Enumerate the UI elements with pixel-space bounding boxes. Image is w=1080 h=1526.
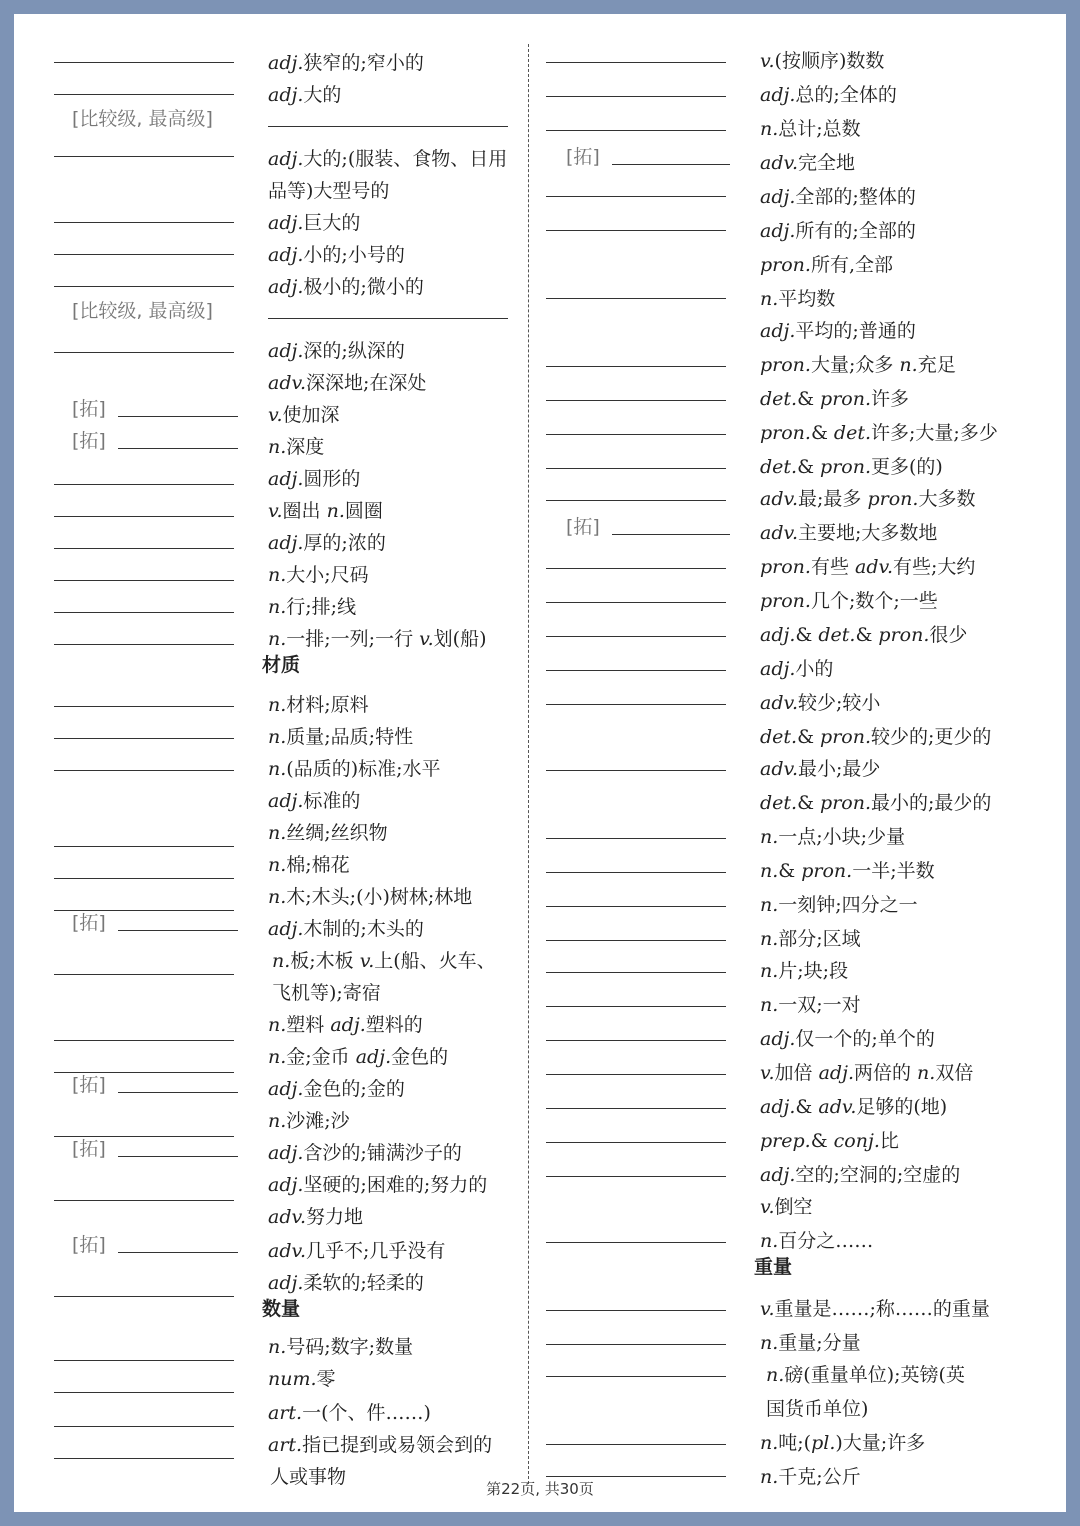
right-entry: adj.所有的;全部的 xyxy=(760,220,916,242)
left-entry: n.(品质的)标准;水平 xyxy=(268,758,441,780)
right-entry: n.平均数 xyxy=(760,288,836,310)
answer-blank[interactable] xyxy=(546,1108,726,1109)
answer-blank[interactable] xyxy=(54,1426,234,1427)
right-entry: pron.几个;数个;一些 xyxy=(760,590,938,612)
answer-blank[interactable] xyxy=(546,1040,726,1041)
compare-tag: [比较级, 最高级] xyxy=(72,300,213,322)
extend-tag: [拓] xyxy=(72,398,106,420)
section-blank[interactable] xyxy=(268,318,508,319)
extend-blank[interactable] xyxy=(118,930,238,931)
left-entry: adj.坚硬的;困难的;努力的 xyxy=(268,1174,488,1196)
left-entry: adj.极小的;微小的 xyxy=(268,276,424,298)
right-entry: 国货币单位) xyxy=(766,1398,869,1420)
left-entry: n.板;木板 v.上(船、火车、 xyxy=(272,950,496,972)
extend-tag: [拓] xyxy=(566,146,600,168)
answer-blank[interactable] xyxy=(54,706,234,707)
left-entry: adv.几乎不;几乎没有 xyxy=(268,1240,446,1262)
left-entry: adj.标准的 xyxy=(268,790,361,812)
right-entry: n.百分之…… xyxy=(760,1230,874,1252)
answer-blank[interactable] xyxy=(546,636,726,637)
answer-blank[interactable] xyxy=(54,484,234,485)
right-entry: n.重量;分量 xyxy=(760,1332,861,1354)
left-entry: n.塑料 adj.塑料的 xyxy=(268,1014,423,1036)
right-entry: pron.所有,全部 xyxy=(760,254,894,276)
answer-blank[interactable] xyxy=(546,704,726,705)
answer-blank[interactable] xyxy=(546,872,726,873)
extend-blank[interactable] xyxy=(612,164,730,165)
answer-blank[interactable] xyxy=(546,972,726,973)
right-entry: adv.主要地;大多数地 xyxy=(760,522,938,544)
answer-blank[interactable] xyxy=(546,400,726,401)
right-entry: adv.完全地 xyxy=(760,152,856,174)
right-entry: v.重量是……;称……的重量 xyxy=(760,1298,990,1320)
right-entry: det.& pron.最小的;最少的 xyxy=(760,792,992,814)
answer-blank[interactable] xyxy=(546,1476,726,1477)
answer-blank[interactable] xyxy=(54,1392,234,1393)
right-entry: adj.空的;空洞的;空虚的 xyxy=(760,1164,961,1186)
extend-blank[interactable] xyxy=(118,448,238,449)
left-entry: adj.柔软的;轻柔的 xyxy=(268,1272,424,1294)
right-entry: det.& pron.更多(的) xyxy=(760,456,943,478)
answer-blank[interactable] xyxy=(546,906,726,907)
column-divider xyxy=(528,44,529,1484)
left-entry: adj.巨大的 xyxy=(268,212,361,234)
right-entry: n.千克;公斤 xyxy=(760,1466,861,1488)
left-entry: n.深度 xyxy=(268,436,325,458)
extend-tag: [拓] xyxy=(72,1234,106,1256)
worksheet-page xyxy=(14,14,1066,1512)
answer-blank[interactable] xyxy=(54,62,234,63)
right-entry: v.倒空 xyxy=(760,1196,813,1218)
left-entry: adv.深深地;在深处 xyxy=(268,372,427,394)
answer-blank[interactable] xyxy=(54,580,234,581)
extend-tag: [拓] xyxy=(566,516,600,538)
answer-blank[interactable] xyxy=(546,1074,726,1075)
left-entry: adj.深的;纵深的 xyxy=(268,340,405,362)
heading-weight: 重量 xyxy=(754,1256,793,1278)
answer-blank[interactable] xyxy=(54,612,234,613)
answer-blank[interactable] xyxy=(54,156,234,157)
answer-blank[interactable] xyxy=(546,602,726,603)
answer-blank[interactable] xyxy=(54,974,234,975)
right-entry: pron.有些 adv.有些;大约 xyxy=(760,556,976,578)
answer-blank[interactable] xyxy=(546,500,726,501)
answer-blank[interactable] xyxy=(546,298,726,299)
left-entry: n.木;木头;(小)树林;林地 xyxy=(268,886,473,908)
right-entry: det.& pron.许多 xyxy=(760,388,910,410)
answer-blank[interactable] xyxy=(546,1242,726,1243)
right-entry: n.一双;一对 xyxy=(760,994,861,1016)
left-entry: n.大小;尺码 xyxy=(268,564,369,586)
right-entry: adj.全部的;整体的 xyxy=(760,186,916,208)
right-entry: adj.& det.& pron.很少 xyxy=(760,624,968,646)
answer-blank[interactable] xyxy=(546,96,726,97)
answer-blank[interactable] xyxy=(546,1006,726,1007)
answer-blank[interactable] xyxy=(54,1040,234,1041)
right-entry: n.总计;总数 xyxy=(760,118,861,140)
answer-blank[interactable] xyxy=(54,878,234,879)
left-entry: n.丝绸;丝织物 xyxy=(268,822,388,844)
left-entry: art.指已提到或易领会到的 xyxy=(268,1434,493,1456)
left-entry: n.号码;数字;数量 xyxy=(268,1336,414,1358)
left-entry: adj.狭窄的;窄小的 xyxy=(268,52,424,74)
answer-blank[interactable] xyxy=(546,670,726,671)
left-entry: art.一(个、件……) xyxy=(268,1402,431,1424)
right-entry: adj.& adv.足够的(地) xyxy=(760,1096,948,1118)
left-entry: n.材料;原料 xyxy=(268,694,369,716)
left-entry: adj.木制的;木头的 xyxy=(268,918,424,940)
left-entry: adv.努力地 xyxy=(268,1206,364,1228)
left-entry: adj.圆形的 xyxy=(268,468,361,490)
answer-blank[interactable] xyxy=(546,366,726,367)
answer-blank[interactable] xyxy=(54,286,234,287)
answer-blank[interactable] xyxy=(54,222,234,223)
right-entry: n.一点;小块;少量 xyxy=(760,826,906,848)
right-entry: n.部分;区域 xyxy=(760,928,861,950)
right-entry: v.(按顺序)数数 xyxy=(760,50,885,72)
left-entry: n.一排;一列;一行 v.划(船) xyxy=(268,628,487,650)
answer-blank[interactable] xyxy=(546,230,726,231)
extend-tag: [拓] xyxy=(72,1138,106,1160)
answer-blank[interactable] xyxy=(54,548,234,549)
answer-blank[interactable] xyxy=(546,1142,726,1143)
answer-blank[interactable] xyxy=(54,644,234,645)
page-number: 第22页, 共30页 xyxy=(486,1480,594,1498)
right-entry: n.磅(重量单位);英镑(英 xyxy=(766,1364,965,1386)
extend-tag: [拓] xyxy=(72,1074,106,1096)
answer-blank[interactable] xyxy=(54,94,234,95)
section-blank[interactable] xyxy=(268,126,508,127)
answer-blank[interactable] xyxy=(54,352,234,353)
left-entry: n.沙滩;沙 xyxy=(268,1110,350,1132)
answer-blank[interactable] xyxy=(546,1376,726,1377)
answer-blank[interactable] xyxy=(54,1458,234,1459)
answer-blank[interactable] xyxy=(54,254,234,255)
right-entry: pron.& det.许多;大量;多少 xyxy=(760,422,998,444)
right-entry: adj.仅一个的;单个的 xyxy=(760,1028,935,1050)
left-entry: adj.大的;(服装、食物、日用 xyxy=(268,148,508,170)
right-entry: pron.大量;众多 n.充足 xyxy=(760,354,956,376)
answer-blank[interactable] xyxy=(54,1360,234,1361)
left-entry: v.圈出 n.圆圈 xyxy=(268,500,383,522)
answer-blank[interactable] xyxy=(546,1310,726,1311)
answer-blank[interactable] xyxy=(54,770,234,771)
answer-blank[interactable] xyxy=(54,516,234,517)
right-entry: adj.小的 xyxy=(760,658,834,680)
left-entry: n.棉;棉花 xyxy=(268,854,350,876)
answer-blank[interactable] xyxy=(546,1444,726,1445)
right-entry: n.片;块;段 xyxy=(760,960,849,982)
right-entry: adj.平均的;普通的 xyxy=(760,320,916,342)
extend-blank[interactable] xyxy=(118,1092,238,1093)
left-entry: v.使加深 xyxy=(268,404,340,426)
right-entry: adv.最;最多 pron.大多数 xyxy=(760,488,976,510)
left-entry: 品等)大型号的 xyxy=(268,180,390,202)
extend-blank[interactable] xyxy=(612,534,730,535)
right-entry: adv.较少;较小 xyxy=(760,692,881,714)
left-entry: adj.小的;小号的 xyxy=(268,244,405,266)
answer-blank[interactable] xyxy=(54,1200,234,1201)
answer-blank[interactable] xyxy=(546,1176,726,1177)
answer-blank[interactable] xyxy=(546,130,726,131)
extend-blank[interactable] xyxy=(118,1252,238,1253)
answer-blank[interactable] xyxy=(546,62,726,63)
answer-blank[interactable] xyxy=(546,468,726,469)
extend-blank[interactable] xyxy=(118,416,238,417)
answer-blank[interactable] xyxy=(54,738,234,739)
heading-material: 材质 xyxy=(262,654,301,676)
answer-blank[interactable] xyxy=(54,1296,234,1297)
left-entry: 人或事物 xyxy=(270,1466,347,1488)
right-entry: n.& pron.一半;半数 xyxy=(760,860,935,882)
left-entry: num.零 xyxy=(268,1368,336,1390)
left-entry: adj.厚的;浓的 xyxy=(268,532,386,554)
heading-number: 数量 xyxy=(262,1298,301,1320)
right-entry: adv.最小;最少 xyxy=(760,758,881,780)
left-entry: n.质量;品质;特性 xyxy=(268,726,414,748)
answer-blank[interactable] xyxy=(546,770,726,771)
answer-blank[interactable] xyxy=(546,1344,726,1345)
extend-blank[interactable] xyxy=(118,1156,238,1157)
right-entry: n.一刻钟;四分之一 xyxy=(760,894,918,916)
right-entry: adj.总的;全体的 xyxy=(760,84,897,106)
extend-tag: [拓] xyxy=(72,430,106,452)
answer-blank[interactable] xyxy=(546,838,726,839)
answer-blank[interactable] xyxy=(546,434,726,435)
left-entry: n.行;排;线 xyxy=(268,596,357,618)
right-entry: prep.& conj.比 xyxy=(760,1130,899,1152)
right-entry: v.加倍 adj.两倍的 n.双倍 xyxy=(760,1062,974,1084)
left-entry: adj.大的 xyxy=(268,84,342,106)
left-entry: adj.金色的;金的 xyxy=(268,1078,405,1100)
answer-blank[interactable] xyxy=(546,196,726,197)
answer-blank[interactable] xyxy=(546,568,726,569)
left-entry: n.金;金币 adj.金色的 xyxy=(268,1046,449,1068)
compare-tag: [比较级, 最高级] xyxy=(72,108,213,130)
left-entry: adj.含沙的;铺满沙子的 xyxy=(268,1142,462,1164)
right-entry: det.& pron.较少的;更少的 xyxy=(760,726,992,748)
answer-blank[interactable] xyxy=(546,940,726,941)
right-entry: n.吨;(pl.)大量;许多 xyxy=(760,1432,926,1454)
extend-tag: [拓] xyxy=(72,912,106,934)
left-entry: 飞机等);寄宿 xyxy=(272,982,381,1004)
answer-blank[interactable] xyxy=(54,846,234,847)
